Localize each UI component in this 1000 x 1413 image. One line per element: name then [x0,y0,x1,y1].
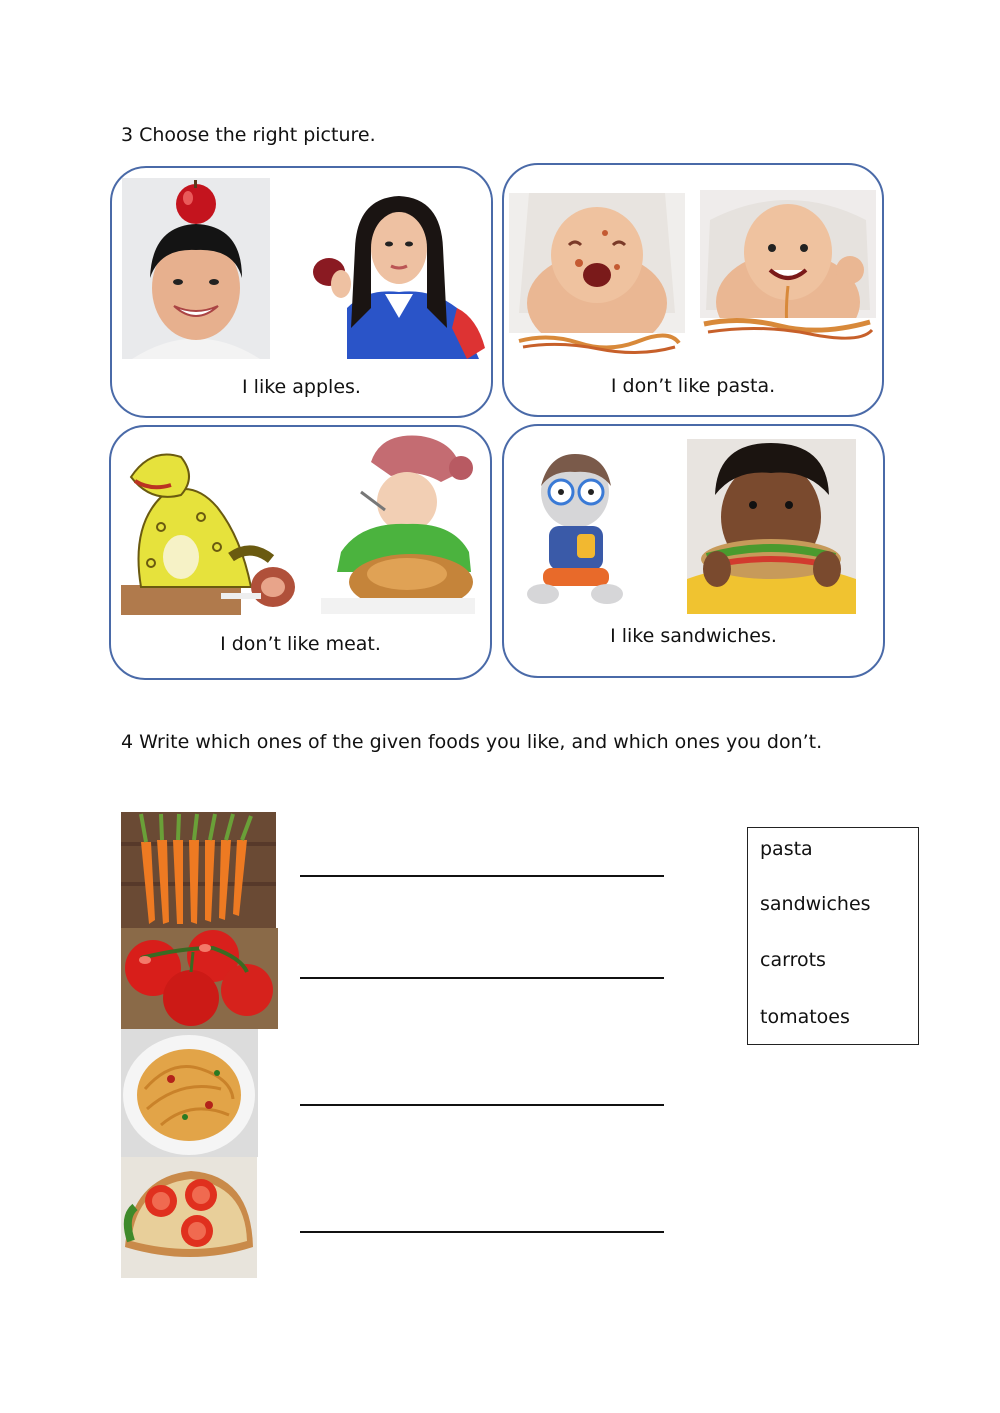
word-bank-item: tomatoes [760,1006,850,1028]
girl-apple-photo[interactable] [307,188,492,359]
happy-baby-pasta-photo[interactable] [700,190,876,358]
answer-line-pasta[interactable] [300,1104,664,1106]
exercise-4-instruction: 4 Write which ones of the given foods you like, and which ones you don’t. [121,731,823,753]
baby-chicken-photo[interactable] [321,432,475,614]
word-bank-item: pasta [760,838,813,860]
word-bank [747,827,919,1045]
word-bank-item: carrots [760,949,826,971]
card-caption: I like apples. [242,376,361,398]
card-sandwiches[interactable] [502,424,885,678]
answer-line-tomatoes[interactable] [300,977,664,979]
crying-baby-pasta-photo[interactable] [509,193,685,358]
boy-sandwich-photo[interactable] [687,439,856,614]
tomato-sandwich-photo [121,1157,257,1278]
boy-apple-photo[interactable] [122,178,270,359]
cartoon-boy-image[interactable] [519,446,631,608]
spaghetti-photo [121,1029,258,1157]
cartoon-leopard-meat-image[interactable] [121,447,299,615]
card-caption: I like sandwiches. [610,625,777,647]
card-caption: I don’t like pasta. [610,375,776,397]
card-pasta[interactable] [502,163,884,417]
card-caption: I don’t like meat. [220,633,381,655]
exercise-3-instruction: 3 Choose the right picture. [121,124,376,146]
word-bank-item: sandwiches [760,893,871,915]
carrots-photo [121,812,276,928]
tomatoes-photo [121,928,278,1029]
answer-line-sandwich[interactable] [300,1231,664,1233]
card-meat[interactable] [109,425,492,680]
answer-line-carrots[interactable] [300,875,664,877]
card-apples[interactable] [110,166,493,418]
